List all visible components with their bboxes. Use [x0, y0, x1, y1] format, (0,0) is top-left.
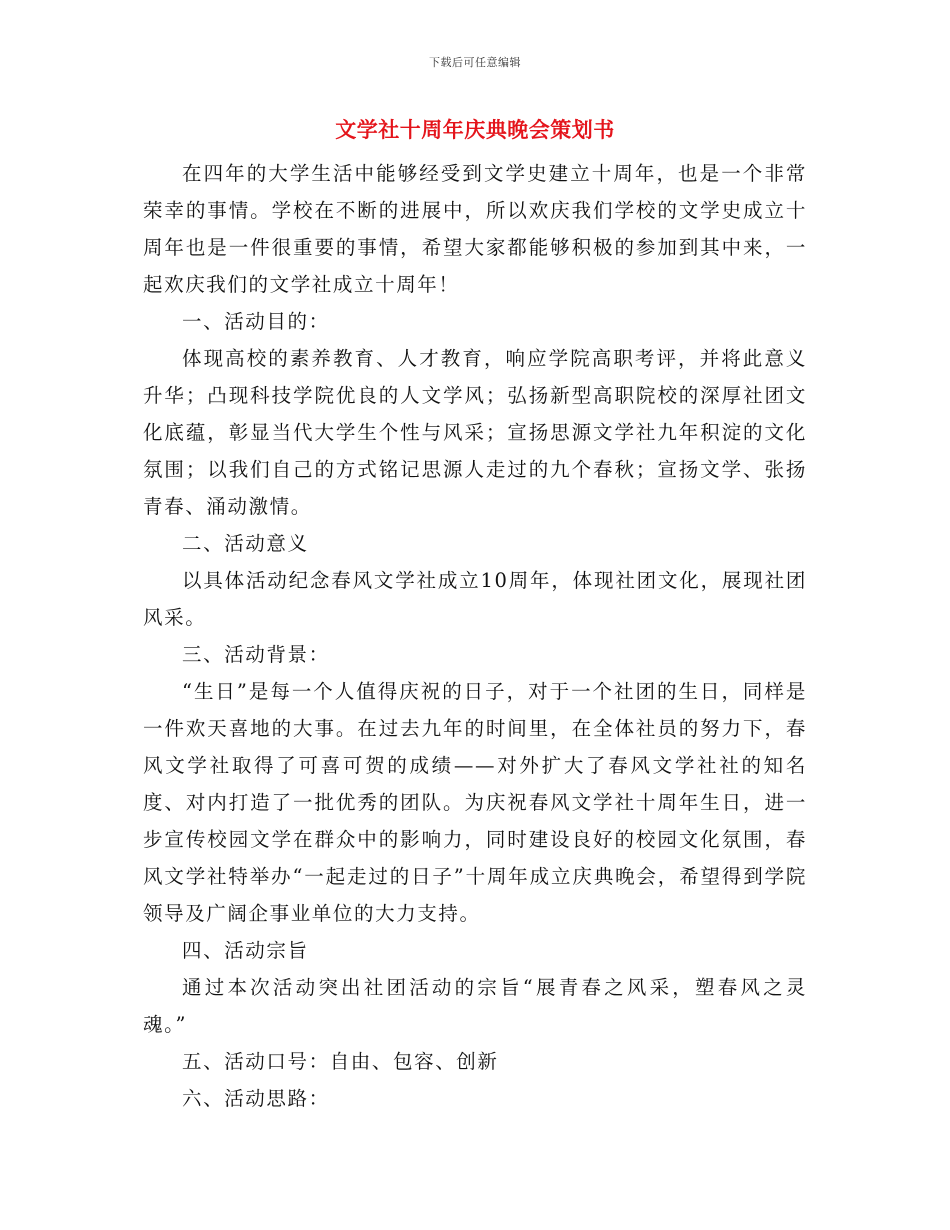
paragraph-significance: 以具体活动纪念春风文学社成立10周年，体现社团文化，展现社团风采。	[143, 569, 807, 629]
section-heading-approach: 六、活动思路：	[182, 1087, 330, 1110]
document-title: 文学社十周年庆典晚会策划书	[335, 117, 615, 142]
document-body	[143, 155, 807, 1117]
paragraph-purpose: 体现高校的素养教育、人才教育，响应学院高职考评，并将此意义升华；凸现科技学院优良的人文学风；弘扬新型高职院校的深厚社团文化底蕴，彰显当代大学生个性与风采；宣扬思源文学社九年积淀的文化氛围；以我们自己的方式铭记思源人走过的九个春秋；宣扬文学、张扬青春、涌动激情。	[143, 347, 807, 518]
paragraph-background: “生日”是每一个人值得庆祝的日子，对于一个社团的生日，同样是一件欢天喜地的大事。在过去九年的时间里，在全体社员的努力下，春风文学社取得了可喜可贺的成绩——对外扩大了春风文学社社的知名度、对内打造了一批优秀的团队。为庆祝春风文学社十周年生日，进一步宣传校园文学在群众中的影响力，同时建设良好的校园文化氛围，春风文学社特举办“一起走过的日子”十周年成立庆典晚会，希望得到学院领导及广阔企事业单位的大力支持。	[143, 680, 807, 925]
section-heading-significance: 二、活动意义	[182, 532, 309, 555]
section-heading-purpose: 一、活动目的：	[182, 310, 330, 333]
section-heading-tenet: 四、活动宗旨	[182, 939, 309, 962]
paragraph-tenet: 通过本次活动突出社团活动的宗旨“展青春之风采，塑春风之灵魂。”	[143, 976, 807, 1036]
header-note: 下载后可任意编辑	[429, 56, 521, 69]
paragraph-intro: 在四年的大学生活中能够经受到文学史建立十周年，也是一个非常荣幸的事情。学校在不断的进展中，所以欢庆我们学校的文学史成立十周年也是一件很重要的事情，希望大家都能够积极的参加到其中来，一起欢庆我们的文学社成立十周年！	[143, 162, 807, 296]
section-heading-background: 三、活动背景：	[182, 643, 330, 666]
section-heading-slogan: 五、活动口号：自由、包容、创新	[182, 1050, 499, 1073]
